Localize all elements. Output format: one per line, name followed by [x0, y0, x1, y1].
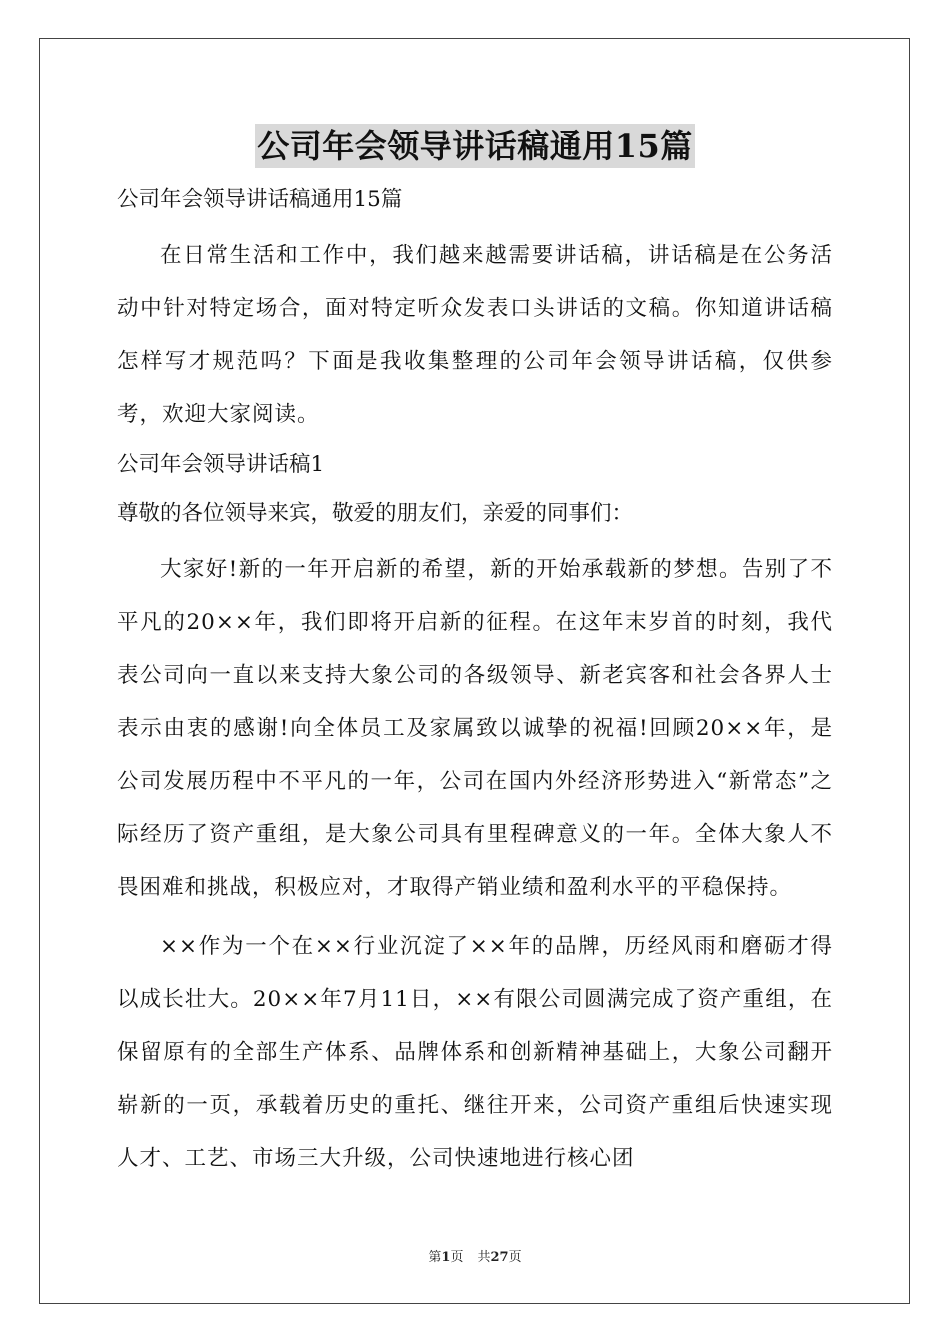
page-prefix: 第 [428, 1250, 442, 1265]
page-suffix: 页 [450, 1250, 464, 1265]
document-title: 公司年会领导讲话稿通用15篇 [255, 124, 695, 168]
intro-paragraph: 在日常生活和工作中，我们越来越需要讲话稿，讲话稿是在公务活动中针对特定场合，面对特定听众发表口头讲话的文稿。你知道讲话稿怎样写才规范吗？下面是我收集整理的公司年会领导讲话稿，仅供参考，欢迎大家阅读。 [117, 243, 833, 427]
total-pages: 27 [490, 1250, 509, 1265]
total-suffix: 页 [508, 1250, 522, 1265]
page-number: 1 [441, 1250, 451, 1265]
title-container [0, 124, 950, 168]
page-footer [0, 1246, 950, 1265]
body-paragraph-1: 大家好!新的一年开启新的希望，新的开始承载新的梦想。告别了不平凡的20××年，我们即将开启新的征程。在这年末岁首的时刻，我代表公司向一直以来支持大象公司的各级领导、新老宾客和社会各界人士表示由衷的感谢!向全体员工及家属致以诚挚的祝福!回顾20××年，是公司发展历程中不平凡的一年，公司在国内外经济形势进入“新常态”之际经历了资产重组，是大象公司具有里程碑意义的一年。全体大象人不畏困难和挑战，积极应对，才取得产销业绩和盈利水平的平稳保持。 [117, 557, 833, 900]
salutation: 尊敬的各位领导来宾，敬爱的朋友们，亲爱的同事们： [117, 501, 634, 526]
document-body [117, 180, 833, 1185]
section-heading: 公司年会领导讲话稿1 [117, 452, 325, 477]
document-subtitle: 公司年会领导讲话稿通用15篇 [117, 187, 403, 212]
total-prefix: 共 [477, 1250, 491, 1265]
body-paragraph-2: ××作为一个在××行业沉淀了××年的品牌，历经风雨和磨砺才得以成长壮大。20××年7月11日，××有限公司圆满完成了资产重组，在保留原有的全部生产体系、品牌体系和创新精神基础上，大象公司翻开崭新的一页，承载着历史的重托、继往开来，公司资产重组后快速实现人才、工艺、市场三大升级，公司快速地进行核心团 [117, 934, 833, 1171]
